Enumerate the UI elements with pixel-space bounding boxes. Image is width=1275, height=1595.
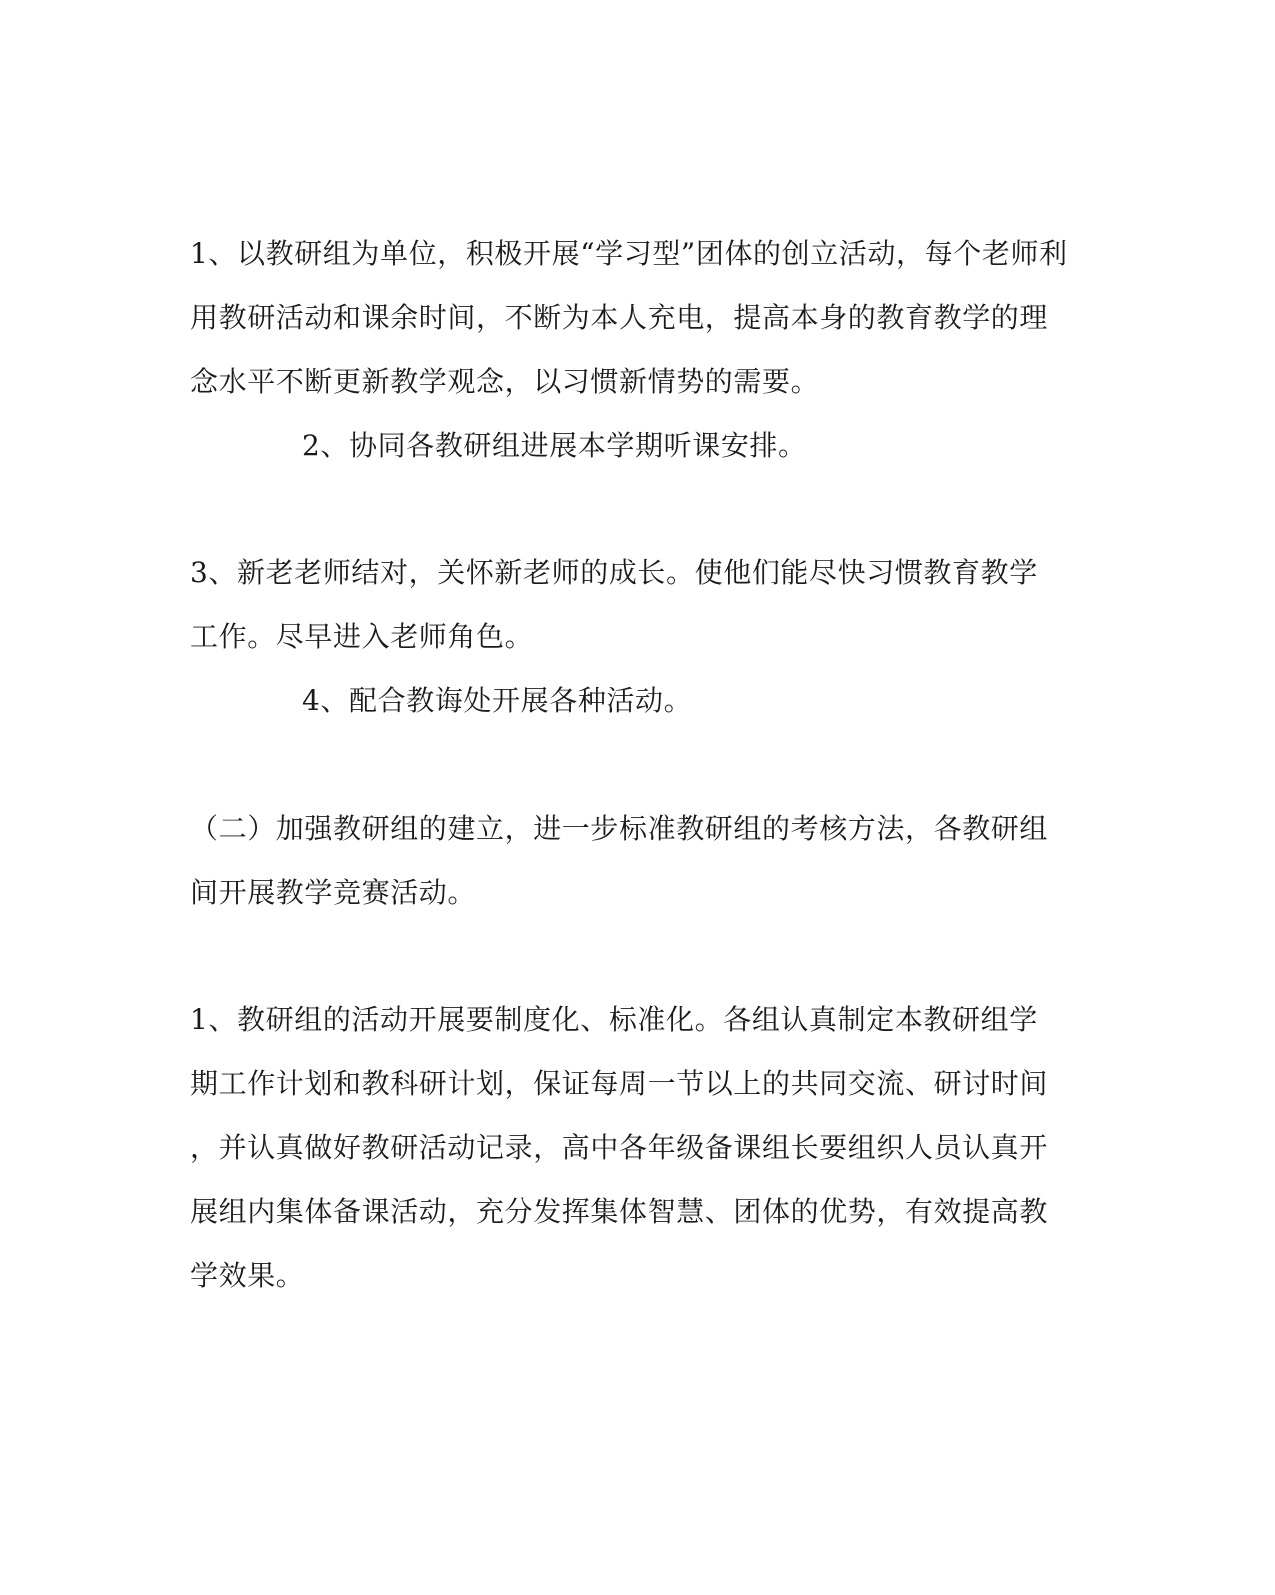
paragraph-3-line-2: 工作。尽早进入老师角色。 — [190, 620, 534, 653]
paragraph-1-line-2: 用教研活动和课余时间，不断为本人充电，提高本身的教育教学的理 — [190, 301, 1049, 334]
paragraph-2-line-1: 2、协同各教研组进展本学期听课安排。 — [302, 429, 807, 462]
paragraph-5-line-2: 期工作计划和教科研计划，保证每周一节以上的共同交流、研讨时间 — [190, 1067, 1049, 1100]
paragraph-5-line-1: 1、教研组的活动开展要制度化、标准化。各组认真制定本教研组学 — [190, 1003, 1038, 1036]
paragraph-1-line-1: 1、以教研组为单位，积极开展“学习型”团体的创立活动，每个老师利 — [190, 237, 1068, 270]
paragraph-5-line-4: 展组内集体备课活动，充分发挥集体智慧、团体的优势，有效提高教 — [190, 1195, 1049, 1228]
section-heading-line-1: （二）加强教研组的建立，进一步标准教研组的考核方法，各教研组 — [190, 812, 1049, 845]
paragraph-3-line-1: 3、新老老师结对，关怀新老师的成长。使他们能尽快习惯教育教学 — [190, 556, 1038, 589]
paragraph-4-line-1: 4、配合教诲处开展各种活动。 — [302, 684, 693, 717]
paragraph-1-line-3: 念水平不断更新教学观念，以习惯新情势的需要。 — [190, 365, 820, 398]
paragraph-5-line-5: 学效果。 — [190, 1259, 305, 1292]
section-heading-line-2: 间开展教学竞赛活动。 — [190, 876, 477, 909]
paragraph-5-line-3: ，并认真做好教研活动记录，高中各年级备课组长要组织人员认真开 — [190, 1131, 1049, 1164]
